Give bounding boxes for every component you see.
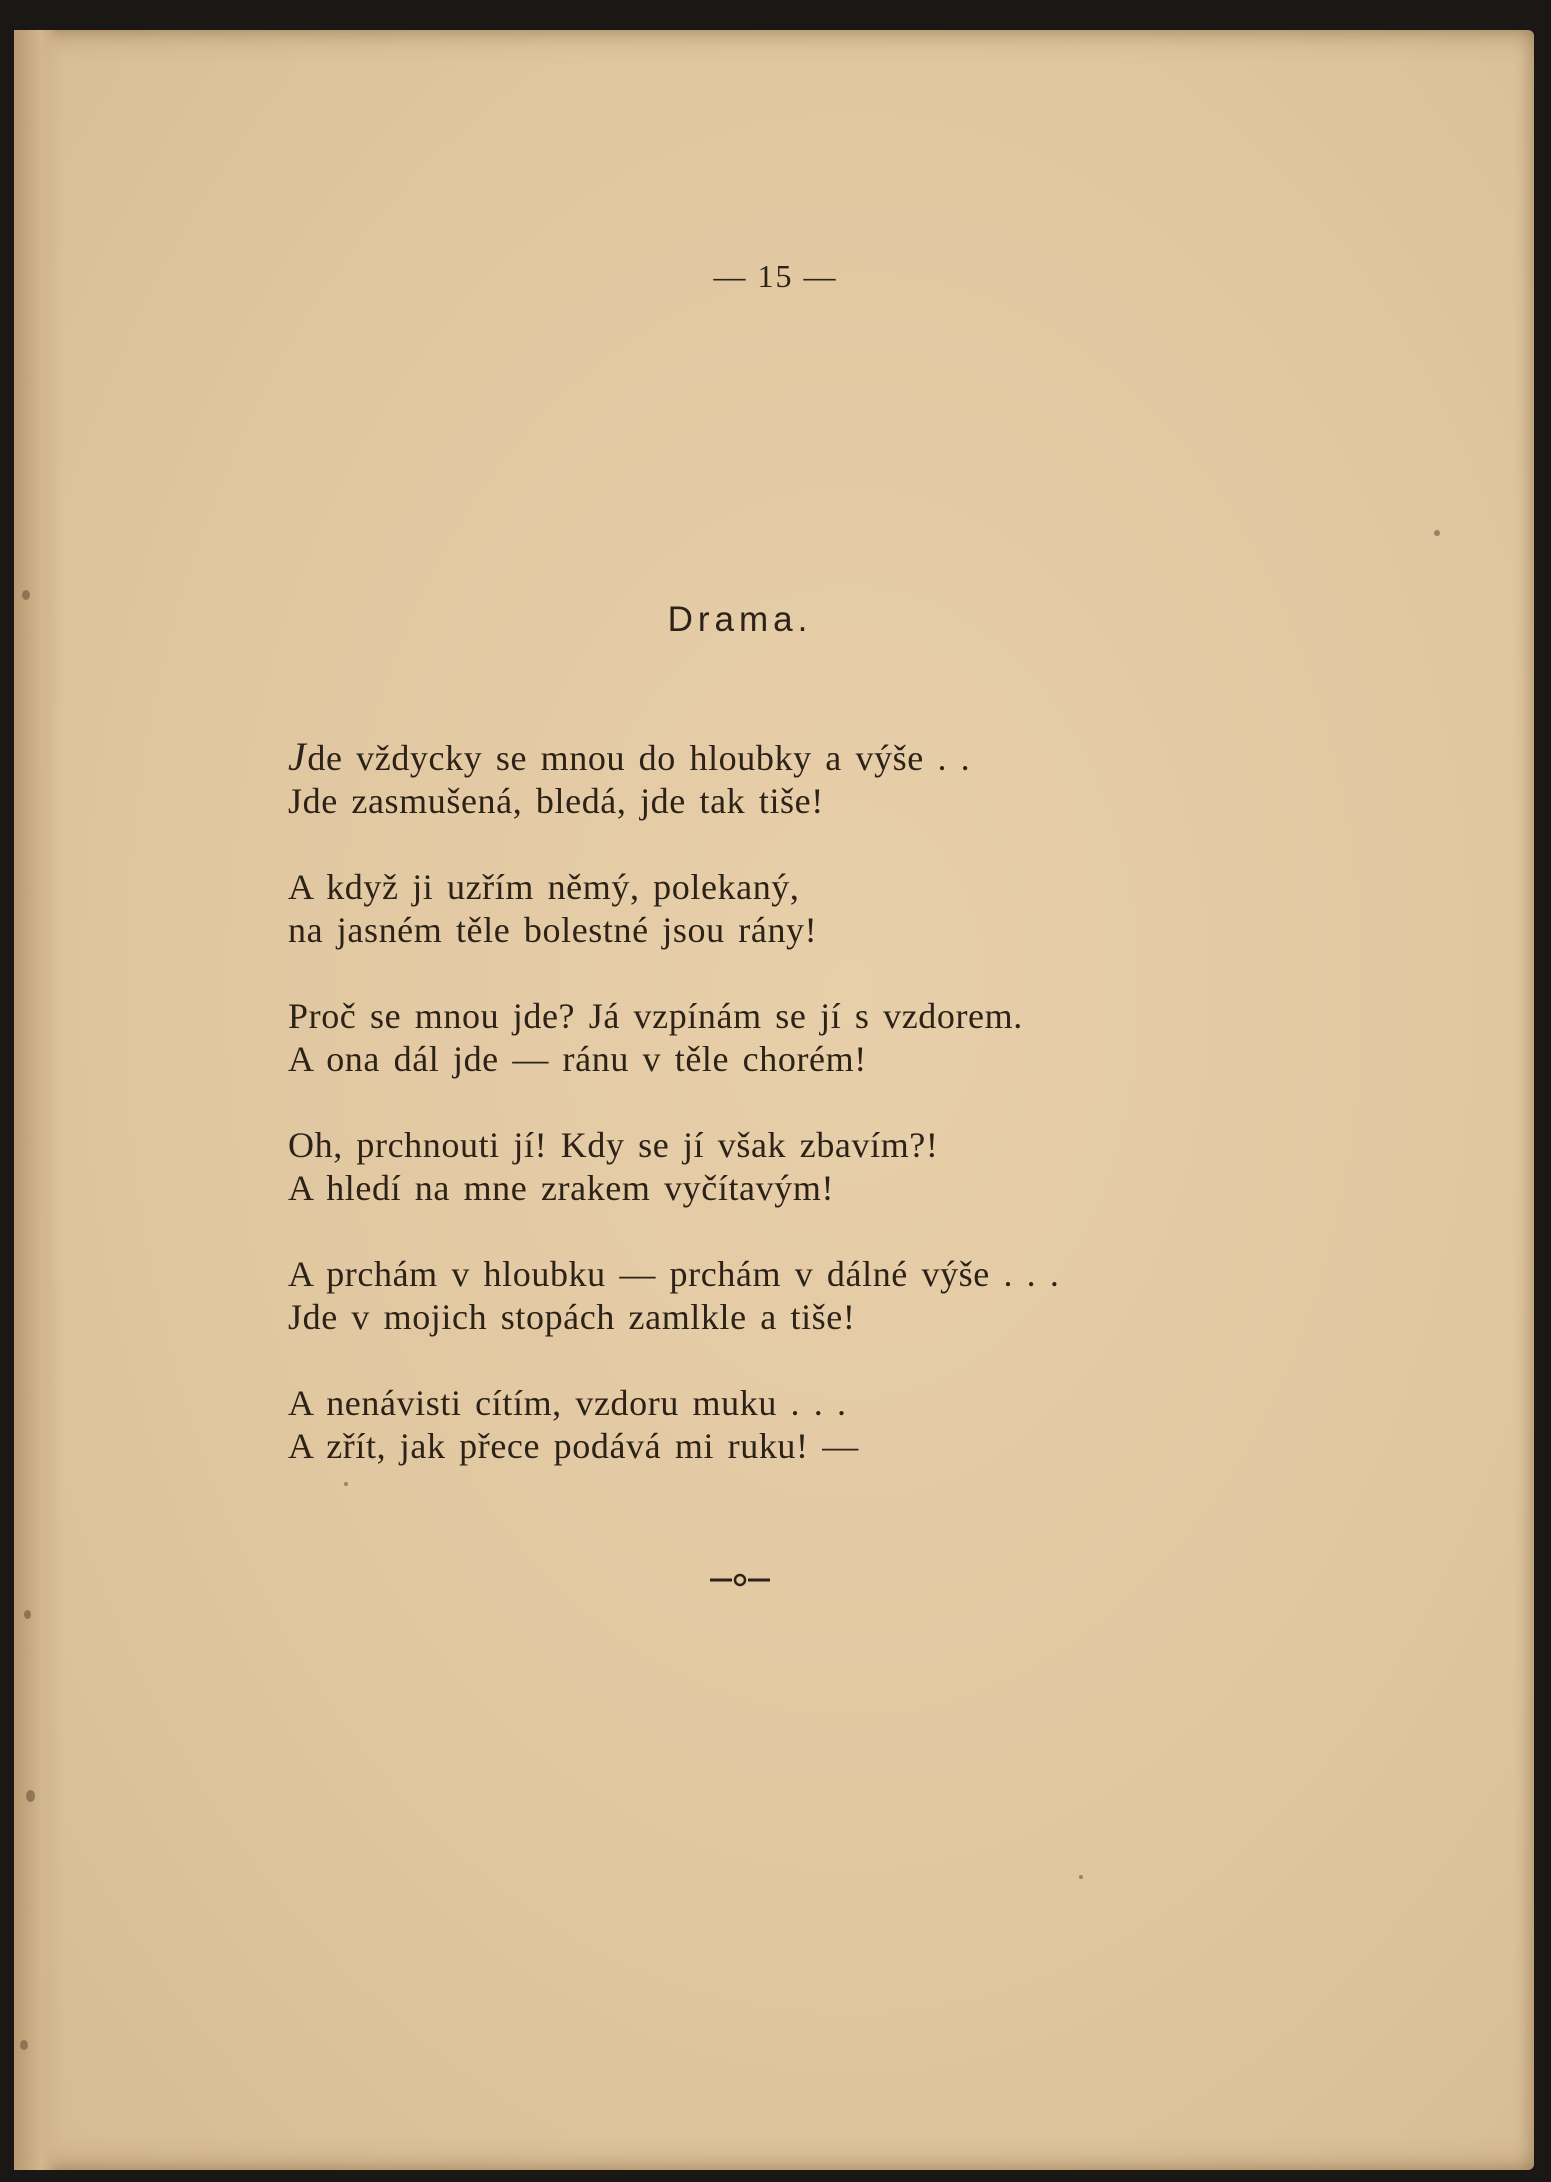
page-number: — 15 — [713, 258, 838, 294]
poem-line: A ona dál jde — ránu v těle chorém! [288, 1039, 867, 1079]
poem-line: A prchám v hloubku — prchám v dálné výše . . . [288, 1254, 1060, 1294]
poem-line: A hledí na mne zrakem vyčítavým! [288, 1168, 835, 1208]
poem-line: A zřít, jak přece podává mi ruku! — [288, 1426, 859, 1466]
poem-title: Drama. [667, 600, 813, 639]
ornament-glyph-icon [710, 1570, 770, 1590]
dropcap: J [288, 734, 307, 779]
poem-line [288, 735, 1288, 780]
poem-line: Jde zasmušená, bledá, jde tak tiše! [288, 781, 824, 821]
poem-line: Proč se mnou jde? Já vzpínám se jí s vzdorem. [288, 996, 1023, 1036]
poem-line: Jde v mojich stopách zamlkle a tiše! [288, 1297, 856, 1337]
poem-line: A když ji uzřím němý, polekaný, [288, 867, 800, 907]
poem-line-text: de vždycky se mnou do hloubky a výše . . [307, 738, 971, 778]
stanza-6 [288, 1382, 1288, 1468]
stanza-1 [288, 735, 1288, 823]
stanza-4 [288, 1124, 1288, 1210]
stanza-3 [288, 995, 1288, 1081]
poem-line: Oh, prchnouti jí! Kdy se jí však zbavím?! [288, 1125, 939, 1165]
end-ornament-icon [0, 1570, 1480, 1595]
binding-gutter [14, 30, 60, 2170]
stanza-5 [288, 1253, 1288, 1339]
poem-body [288, 735, 1288, 1511]
poem-line: A nenávisti cítím, vzdoru muku . . . [288, 1383, 847, 1423]
stanza-2 [288, 866, 1288, 952]
poem-line: na jasném těle bolestné jsou rány! [288, 910, 818, 950]
